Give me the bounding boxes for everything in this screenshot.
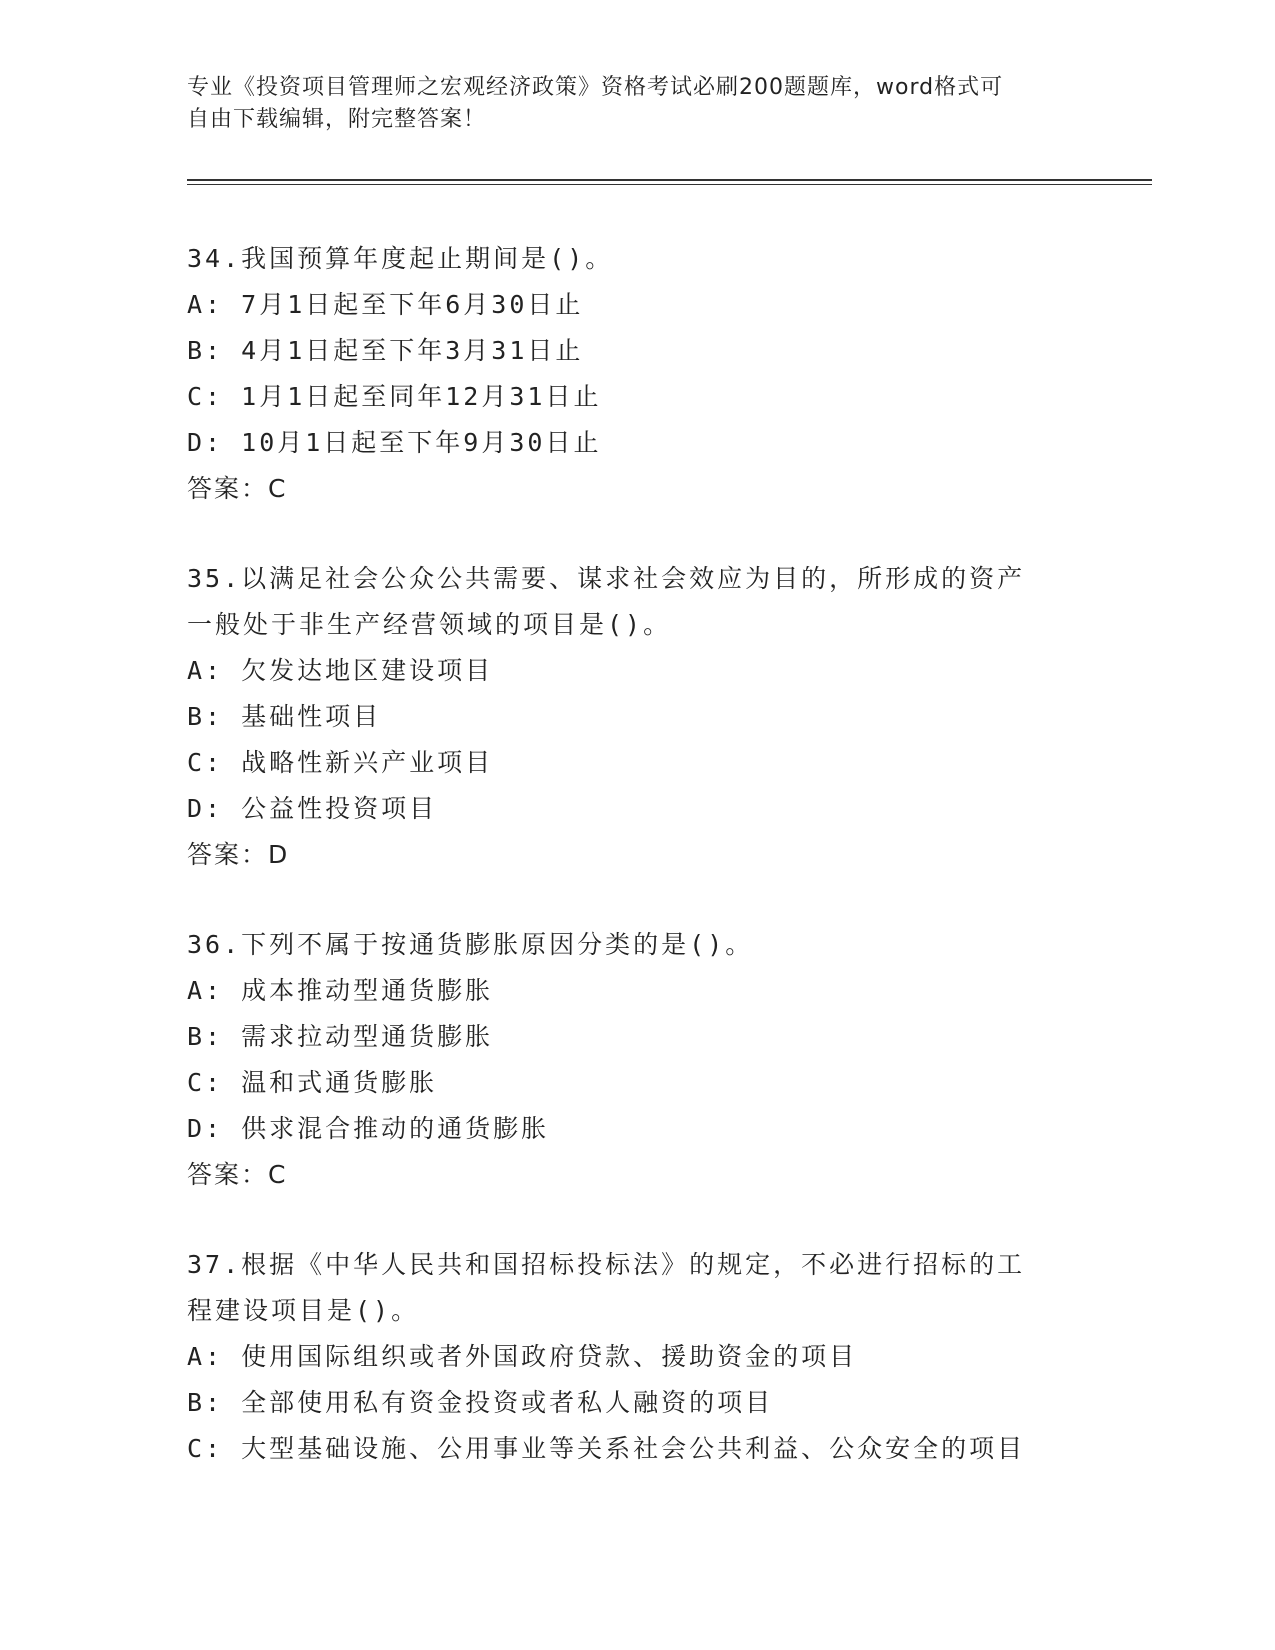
option-b: B: 4月1日起至下年3月31日止 xyxy=(187,336,584,365)
question-34 xyxy=(187,236,1087,512)
option-a: A: 欠发达地区建设项目 xyxy=(187,656,494,685)
question-37 xyxy=(187,1242,1087,1472)
option-c: C: 1月1日起至同年12月31日止 xyxy=(187,382,602,411)
option-a: A: 使用国际组织或者外国政府贷款、援助资金的项目 xyxy=(187,1342,858,1371)
header-line-1: 专业《投资项目管理师之宏观经济政策》资格考试必刷200题题库，word格式可 xyxy=(187,75,1004,100)
option-d: D: 10月1日起至下年9月30日止 xyxy=(187,428,602,457)
document-header xyxy=(187,72,1067,136)
option-a: A: 7月1日起至下年6月30日止 xyxy=(187,290,584,319)
option-b: B: 全部使用私有资金投资或者私人融资的项目 xyxy=(187,1388,774,1417)
question-stem: 35.以满足社会公众公共需要、谋求社会效应为目的，所形成的资产一般处于非生产经营领域的项目是()。 xyxy=(187,564,1026,639)
option-c: C: 大型基础设施、公用事业等关系社会公共利益、公众安全的项目 xyxy=(187,1434,1026,1463)
header-divider xyxy=(187,179,1152,181)
header-divider-thin xyxy=(187,184,1152,185)
question-36 xyxy=(187,922,1087,1198)
question-stem: 37.根据《中华人民共和国招标投标法》的规定，不必进行招标的工程建设项目是()。 xyxy=(187,1250,1026,1325)
option-b: B: 需求拉动型通货膨胀 xyxy=(187,1022,494,1051)
answer: 答案：C xyxy=(187,474,288,503)
answer: 答案：C xyxy=(187,1160,288,1189)
question-list xyxy=(187,236,1087,1516)
option-b: B: 基础性项目 xyxy=(187,702,382,731)
option-c: C: 战略性新兴产业项目 xyxy=(187,748,494,777)
option-d: D: 公益性投资项目 xyxy=(187,794,438,823)
option-d: D: 供求混合推动的通货膨胀 xyxy=(187,1114,550,1143)
option-c: C: 温和式通货膨胀 xyxy=(187,1068,438,1097)
question-35 xyxy=(187,556,1087,878)
question-stem: 34.我国预算年度起止期间是()。 xyxy=(187,244,614,273)
header-line-2: 自由下载编辑，附完整答案！ xyxy=(187,107,487,132)
option-a: A: 成本推动型通货膨胀 xyxy=(187,976,494,1005)
answer: 答案：D xyxy=(187,840,290,869)
question-stem: 36.下列不属于按通货膨胀原因分类的是()。 xyxy=(187,930,754,959)
